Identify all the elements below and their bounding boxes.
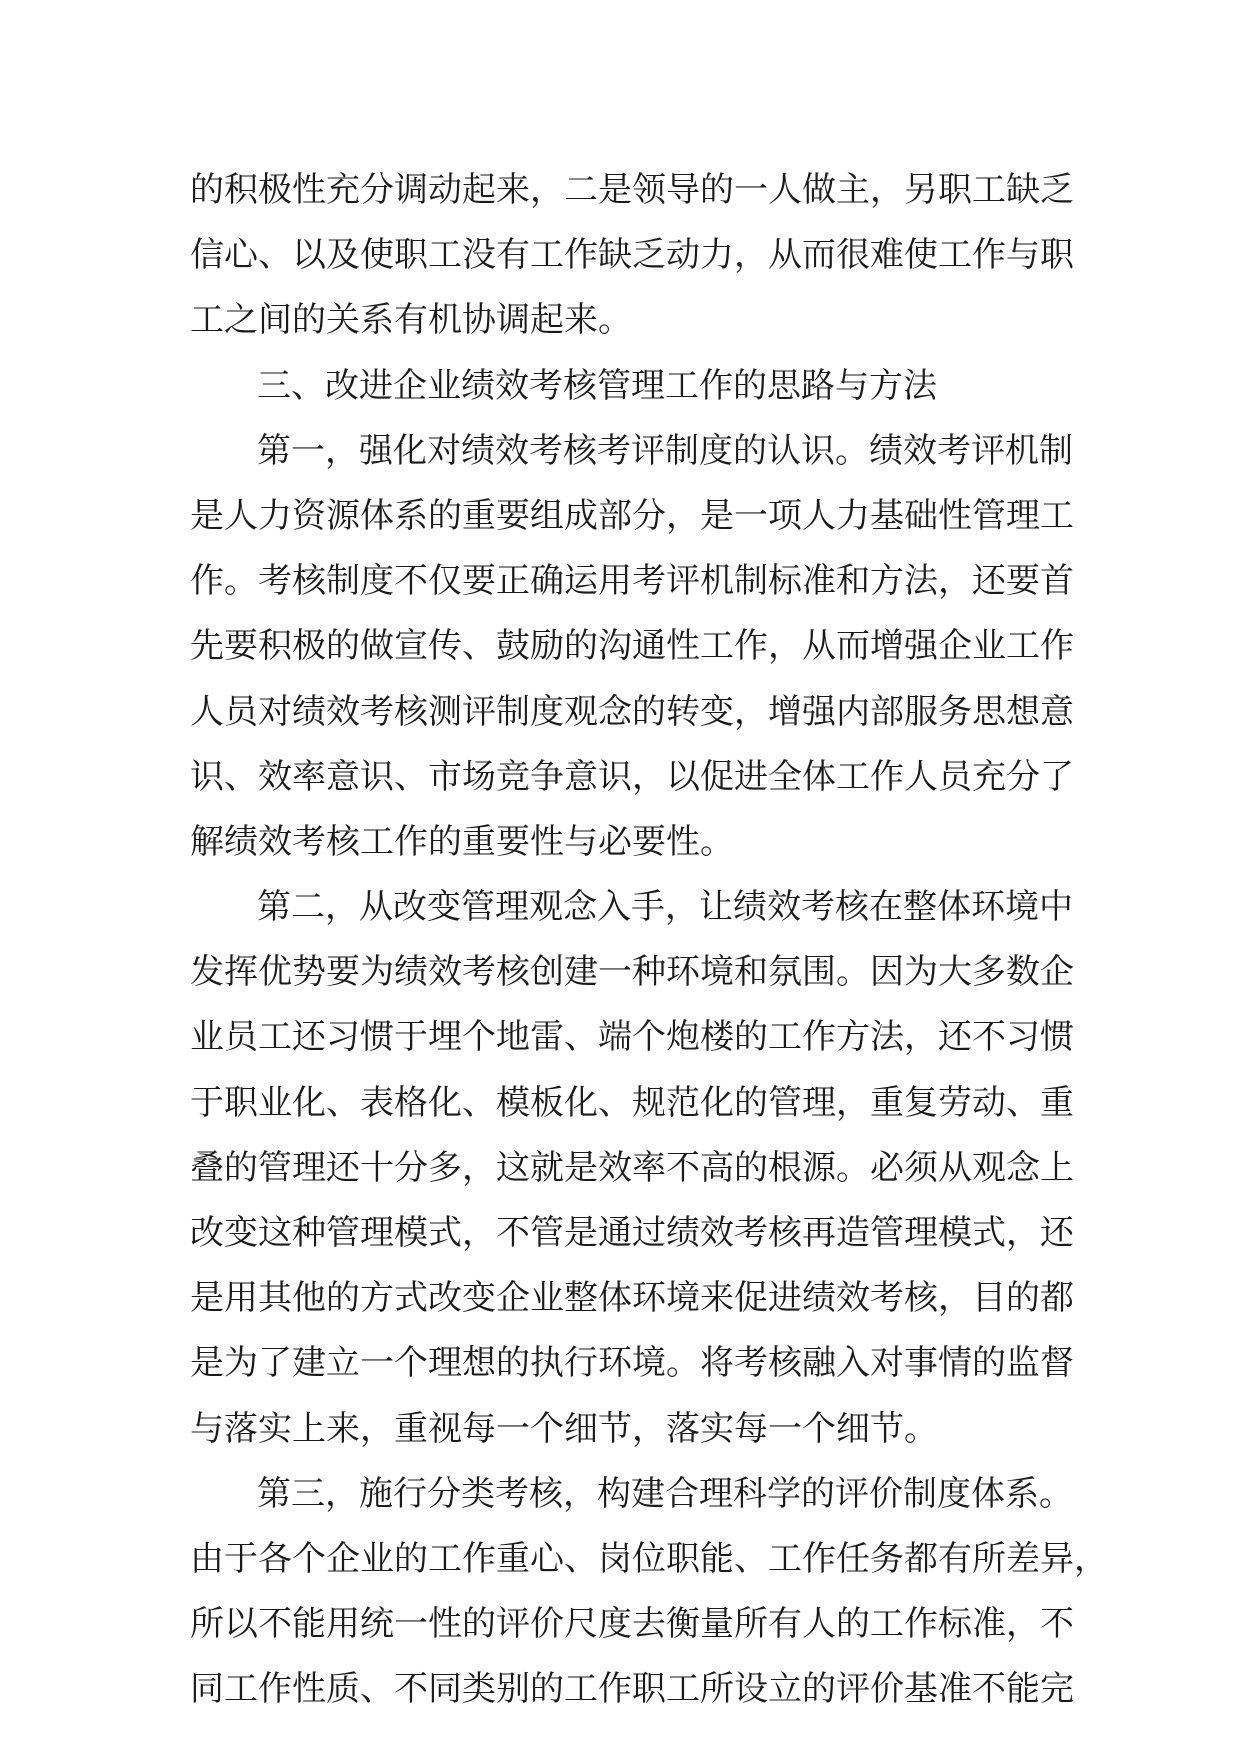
text-line: 业员工还习惯于埋个地雷、端个炮楼的工作方法，还不习惯 [190,1017,1074,1058]
text-line: 与落实上来，重视每一个细节，落实每一个细节。 [190,1408,938,1449]
text-line: 人员对绩效考核测评制度观念的转变，增强内部服务思想意 [190,691,1074,732]
text-line: 改变这种管理模式，不管是通过绩效考核再造管理模式，还 [190,1213,1074,1253]
text-line: 发挥优势要为绩效考核创建一种环境和氛围。因为大多数企 [190,952,1074,993]
text-line: 第一，强化对绩效考核考评制度的认识。绩效考评机制 [257,430,1073,471]
text-line: 的积极性充分调动起来，二是领导的一人做主，另职工缺乏 [190,170,1074,210]
text-line: 是人力资源体系的重要组成部分，是一项人力基础性管理工 [190,495,1074,536]
text-line: 第二，从改变管理观念入手，让绩效考核在整体环境中 [257,887,1073,928]
text-line: 识、效率意识、市场竞争意识，以促进全体工作人员充分了 [190,756,1074,797]
text-line: 于职业化、表格化、模板化、规范化的管理，重复劳动、重 [190,1082,1074,1123]
text-line: 先要积极的做宣传、鼓励的沟通性工作，从而增强企业工作 [190,626,1074,667]
text-line: 三、改进企业绩效考核管理工作的思路与方法 [257,365,937,406]
text-line: 解绩效考核工作的重要性与必要性。 [190,821,734,862]
text-line: 是为了建立一个理想的执行环境。将考核融入对事情的监督 [190,1343,1074,1384]
text-line: 由于各个企业的工作重心、岗位职能、工作任务都有所差异， [190,1538,1108,1579]
text-line: 信心、以及使职工没有工作缺乏动力，从而很难使工作与职 [190,235,1074,276]
text-line: 作。考核制度不仅要正确运用考评机制标准和方法，还要首 [190,561,1074,602]
body-text [190,158,1108,1723]
text-line: 工之间的关系有机协调起来。 [190,300,632,341]
text-line: 叠的管理还十分多，这就是效率不高的根源。必须从观念上 [190,1147,1074,1188]
text-line: 同工作性质、不同类别的工作职工所设立的评价基准不能完 [190,1669,1074,1710]
text-line: 所以不能用统一性的评价尺度去衡量所有人的工作标准，不 [190,1604,1074,1645]
text-line: 是用其他的方式改变企业整体环境来促进绩效考核，目的都 [190,1278,1074,1319]
text-line: 第三，施行分类考核，构建合理科学的评价制度体系。 [257,1473,1073,1514]
